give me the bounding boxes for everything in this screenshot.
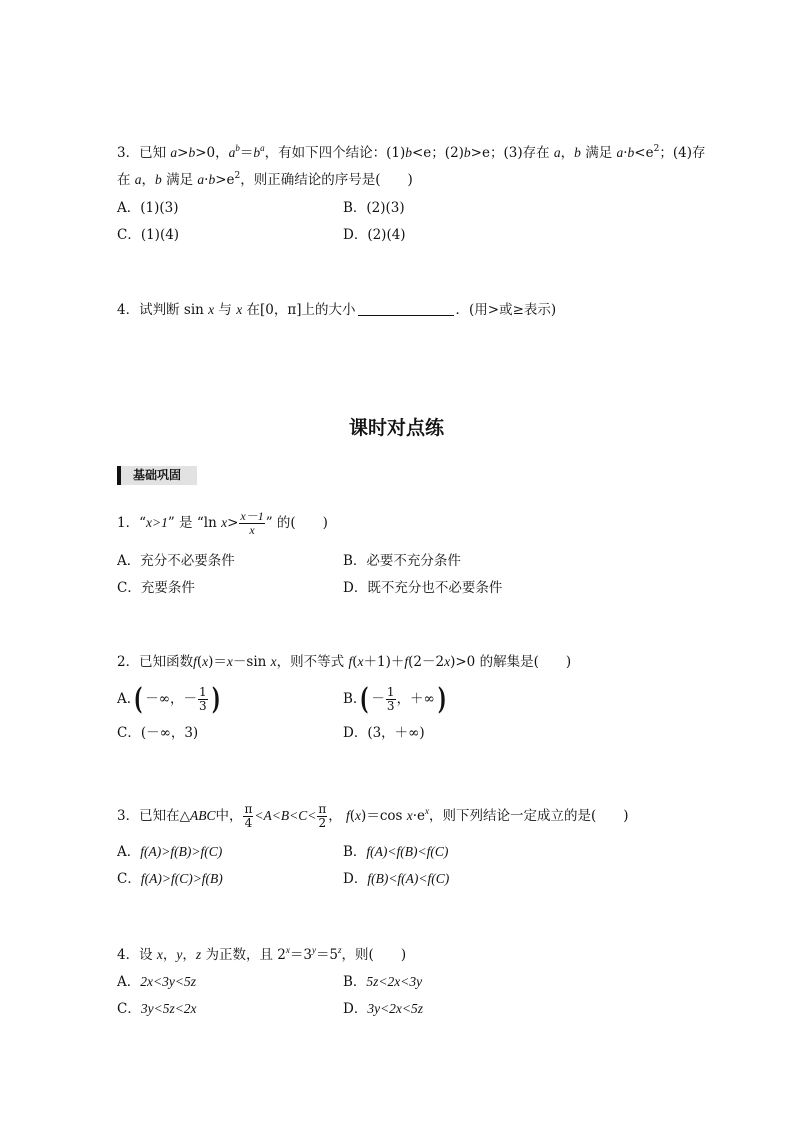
p2-q1-option-c: C．充要条件 — [117, 580, 195, 596]
p2-q2-option-a: A.( －∞，－ $\frac{1}{3}$ ) — [117, 681, 221, 717]
fraction: $\frac{x-1}{x}$ — [240, 509, 264, 537]
p2-q4-option-c: C．3y<5z<2x — [117, 1001, 197, 1017]
page-title: 课时对点练 — [348, 417, 444, 439]
p2-q2-option-b: B.( － $\frac{1}{3}$ ，＋∞) — [343, 681, 447, 717]
p2-q3-option-c: C．f(A)>f(C)>f(B) — [117, 871, 223, 887]
p2-q4-stem: 4．设 x，y，z 为正数，且 $2^x=3^y=5^z$，则( ) — [117, 945, 407, 963]
p2-q2-option-d: D．(3，＋∞) — [343, 725, 425, 741]
p2-q4-option-a: A．2x<3y<5z — [117, 974, 196, 990]
p1-q3-option-c: C．(1)(4) — [117, 227, 180, 243]
p2-q1-option-d: D．既不充分也不必要条件 — [343, 580, 503, 596]
p2-q4-option-d: D．3y<2x<5z — [343, 1001, 424, 1017]
p2-q4-option-b: B．5z<2x<3y — [343, 974, 423, 990]
p2-q3-option-d: D．f(B)<f(A)<f(C) — [343, 871, 450, 887]
p2-q3-option-b: B．f(A)<f(B)<f(C) — [343, 844, 449, 860]
section-marker — [117, 466, 121, 485]
section-header — [117, 466, 197, 485]
section-label: 基础巩固 — [133, 468, 182, 482]
p2-q3-option-a: A．f(A)>f(B)>f(C) — [117, 844, 223, 860]
p2-q2-option-c: C．(－∞，3) — [117, 725, 199, 741]
p2-q2-stem: 2．已知函数f(x)＝x－sin x，则不等式 f(x＋1)＋f(2－2x)>0 的解集是( ) — [117, 654, 572, 670]
answer-blank[interactable] — [358, 303, 454, 316]
p1-q4-stem: 4．试判断 sin x 与 x 在[0，π]上的大小 ．(用>或≥表示) — [117, 302, 557, 318]
p2-q1-option-b: B．必要不充分条件 — [343, 553, 461, 569]
p2-q1-stem: 1．“x>1” 是 “ln x> $\frac{x-1}{x}$ ” 的( ) — [117, 509, 328, 537]
p2-q1-option-a: A．充分不必要条件 — [117, 553, 235, 569]
p1-q3-stem-line1: 3．已知 a>b>0，$a^b=b^a$，有如下四个结论：(1)b<e；(2)b>e；(3)存在 a，b 满足 $a\cdot b<e^2$；(4)存 — [117, 143, 706, 161]
p1-q3-option-d: D．(2)(4) — [343, 227, 406, 243]
p2-q3-stem: 3．已知在△ABC中， $\frac{\pi}{4}$ <A<B<C< $\frac{\pi}{2}$ ， f(x)＝cos $x\cdot e^x$，则下列结论一定成立的是( ) — [117, 802, 629, 830]
p1-q3-option-b: B．(2)(3) — [343, 200, 405, 216]
p1-q3-stem-line2: 在 a，b 满足 $a\cdot b>e^2$，则正确结论的序号是( ) — [117, 171, 413, 188]
p1-q3-option-a: A．(1)(3) — [117, 200, 179, 216]
